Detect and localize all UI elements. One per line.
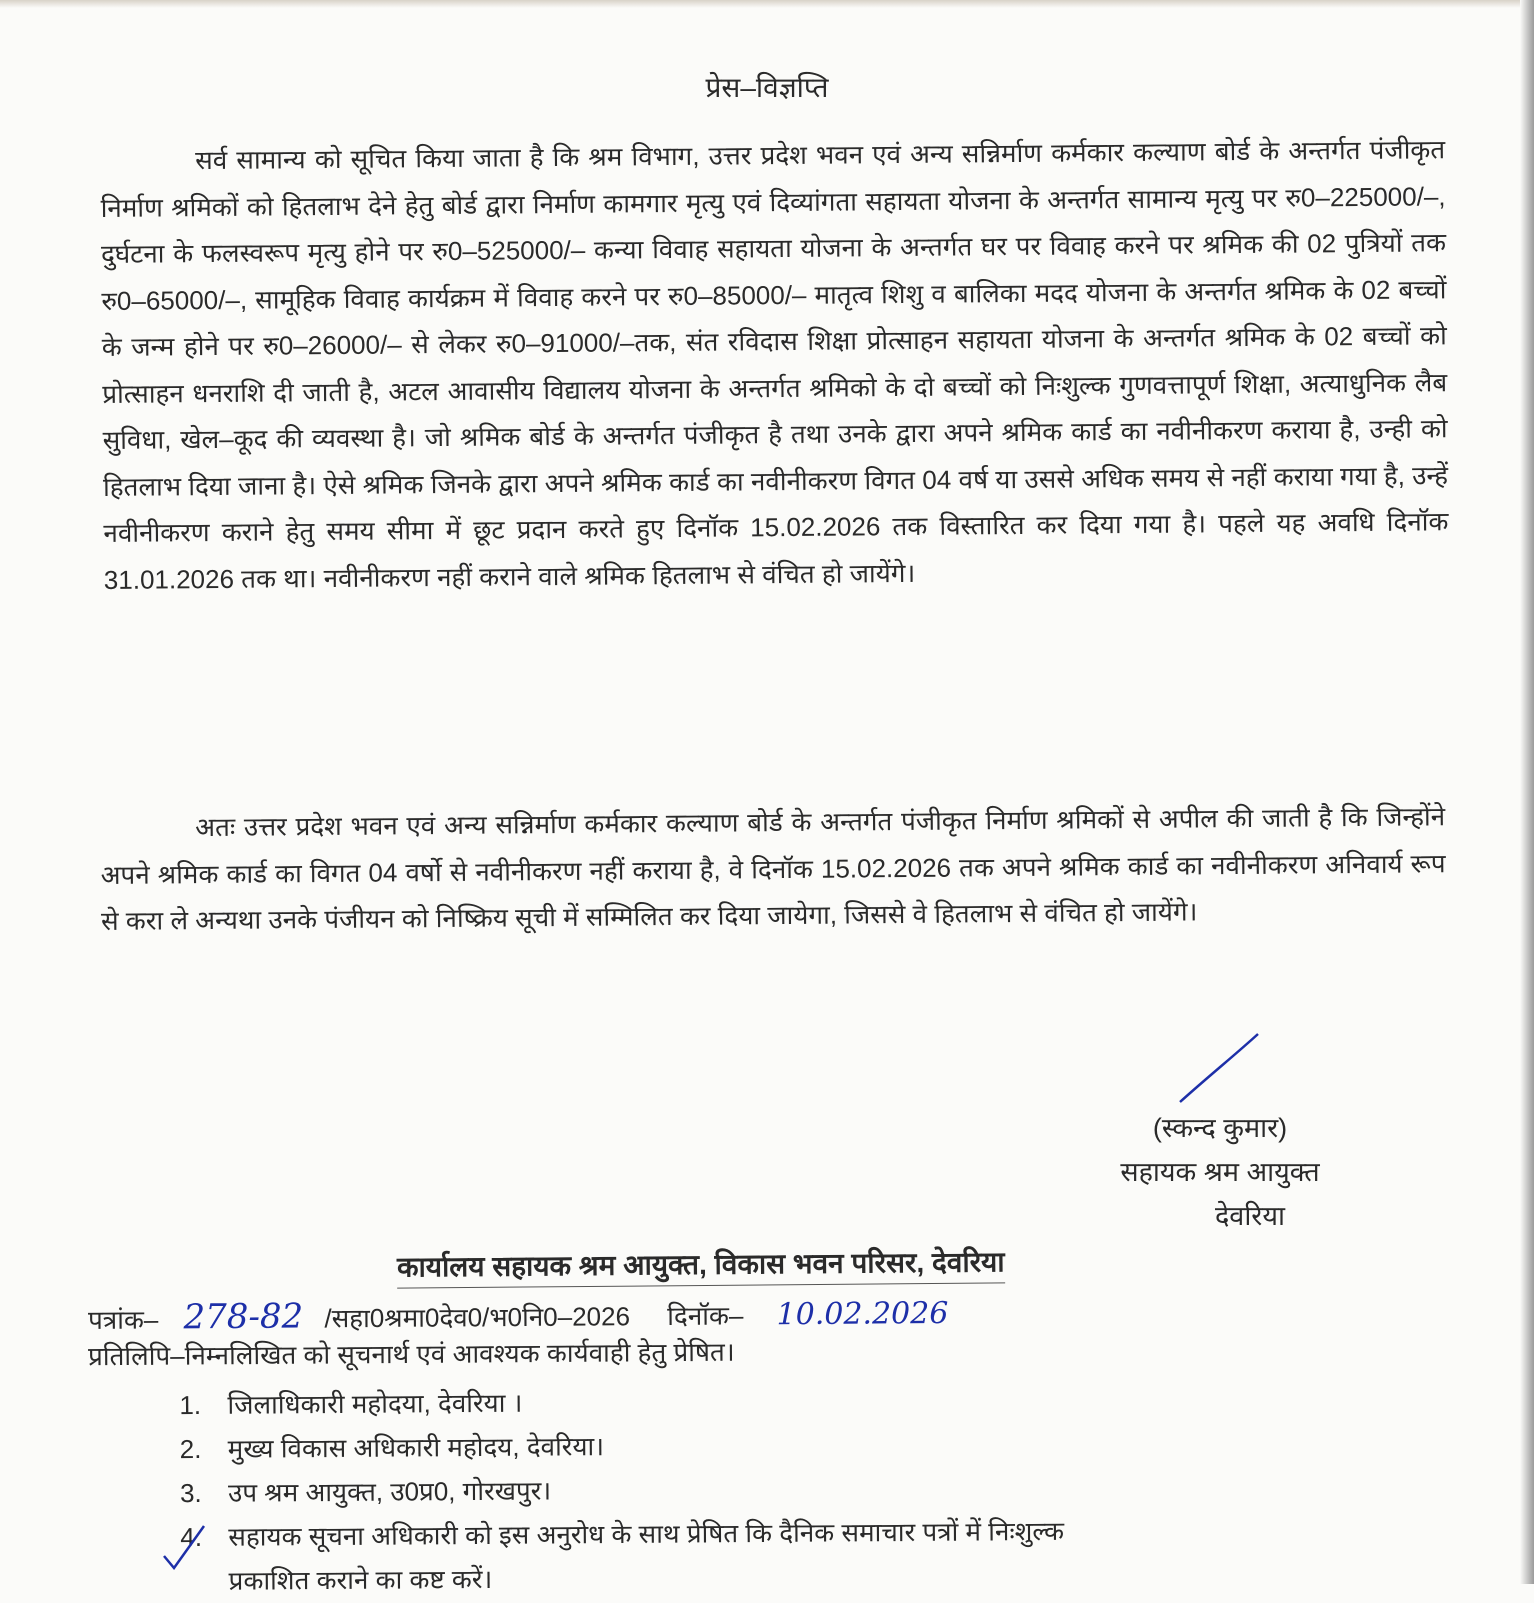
list-item: 2. मुख्य विकास अधिकारी महोदय, देवरिया। [179, 1431, 605, 1465]
reference-label: पत्रांक– [87, 1304, 159, 1336]
list-item: प्रकाशित कराने का कष्ट करें। [228, 1563, 493, 1596]
paragraph-1: सर्व सामान्य को सूचित किया जाता है कि श्रम विभाग, उत्तर प्रदेश भवन एवं अन्य सन्निर्माण कर्मकार कल्याण बोर्ड के अन्तर्गत पंजीकृत निर्माण श्रमिकों को हितलाभ देने हेतु बोर्ड द्वारा निर्माण कामगार मृत्यु एवं दिव्यांगता सहायता योजना के अन्तर्गत सामान्य मृत्यु पर रु0–225000/–, दुर्घटना के फलस्वरूप मृत्यु होने पर रु0–525000/– कन्या विवाह सहायता योजना के अन्तर्गत घर पर विवाह करने पर श्रमिक की 02 पुत्रियों तक रु0–65000/–, सामूहिक विवाह कार्यक्रम में विवाह करने पर रु0–85000/– मातृत्व शिशु व बालिका मदद योजना के अन्तर्गत श्रमिक के 02 बच्चों के जन्म होने पर रु0–26000/– से लेकर रु0–91000/–तक, संत रविदास शिक्षा प्रोत्साहन सहायता योजना के अन्तर्गत श्रमिक के 02 बच्चों को प्रोत्साहन धनराशि दी जाती है, अटल आवासीय विद्यालय योजना के अन्तर्गत श्रमिको के दो बच्चों को निःशुल्क गुणवत्तापूर्ण शिक्षा, अत्याधुनिक लैब सुविधा, खेल–कूद की व्यवस्था है। जो श्रमिक बोर्ड के अन्तर्गत पंजीकृत है तथा उनके द्वारा अपने श्रमिक कार्ड का नवीनीकरण कराया है, उन्ही को हितलाभ दिया जाना है। ऐसे श्रमिक जिनके द्वारा अपने श्रमिक कार्ड का नवीनीकरण विगत 04 वर्ष या उससे अधिक समय से नहीं कराया गया है, उन्हें नवीनीकरण कराने हेतु समय सीमा में छूट प्रदान करते हुए दिनॉक 15.02.2026 तक विस्तारित कर दिया गया है। पहले यह अवधि दिनॉक 31.01.2026 तक था। नवीनीकरण नहीं कराने वाले श्रमिक हितलाभ से वंचित हो जायेंगे। [100, 134, 1449, 595]
signatory-designation: सहायक श्रम आयुक्त [1120, 1157, 1320, 1187]
scan-top-edge [0, 0, 1534, 8]
copy-to-list [179, 1377, 1064, 1603]
reference-suffix: /सहा0श्रमा0देव0/भ0नि0–2026 [324, 1301, 631, 1334]
reference-number: 278-82 [183, 1296, 304, 1338]
reference-line [88, 1292, 949, 1338]
date-label: दिनॉक– [667, 1300, 744, 1331]
office-heading: कार्यालय सहायक श्रम आयुक्त, विकास भवन परिसर, देवरिया [397, 1242, 1005, 1288]
signatory-name: (स्कन्द कुमार) [1152, 1113, 1288, 1143]
scan-right-edge [1520, 0, 1534, 1584]
paragraph-2: अतः उत्तर प्रदेश भवन एवं अन्य सन्निर्माण कर्मकार कल्याण बोर्ड के अन्तर्गत पंजीकृत निर्माण श्रमिकों से अपील की जाती है कि जिन्होंने अपने श्रमिक कार्ड का विगत 04 वर्षो से नवीनीकरण नहीं कराया है, वे दिनॉक 15.02.2026 तक अपने श्रमिक कार्ड का नवीनीकरण अनिवार्य रूप से करा ले अन्यथा उनके पंजीयन को निष्क्रिय सूची में सम्मिलित कर दिया जायेगा, जिससे वे हितलाभ से वंचित हो जायेंगे। [100, 801, 1446, 936]
signature-block [1080, 1030, 1360, 1238]
signatory-place: देवरिया [1214, 1201, 1286, 1231]
tick-mark-icon [160, 1520, 210, 1570]
list-item: 3. उप श्रम आयुक्त, उ0प्र0, गोरखपुर। [179, 1475, 552, 1509]
copy-to-heading: प्रतिलिपि–निम्नलिखित को सूचनार्थ एवं आवश्यक कार्यवाही हेतु प्रेषित। [87, 1336, 735, 1372]
document-title: प्रेस–विज्ञप्ति [705, 72, 829, 103]
date-value: 10.02.2026 [776, 1295, 949, 1333]
list-item: 4. सहायक सूचना अधिकारी को इस अनुरोध के साथ प्रेषित कि दैनिक समाचार पत्रों में निःशुल्क [180, 1515, 1065, 1553]
list-item: 1. जिलाधिकारी महोदया, देवरिया । [179, 1387, 523, 1421]
